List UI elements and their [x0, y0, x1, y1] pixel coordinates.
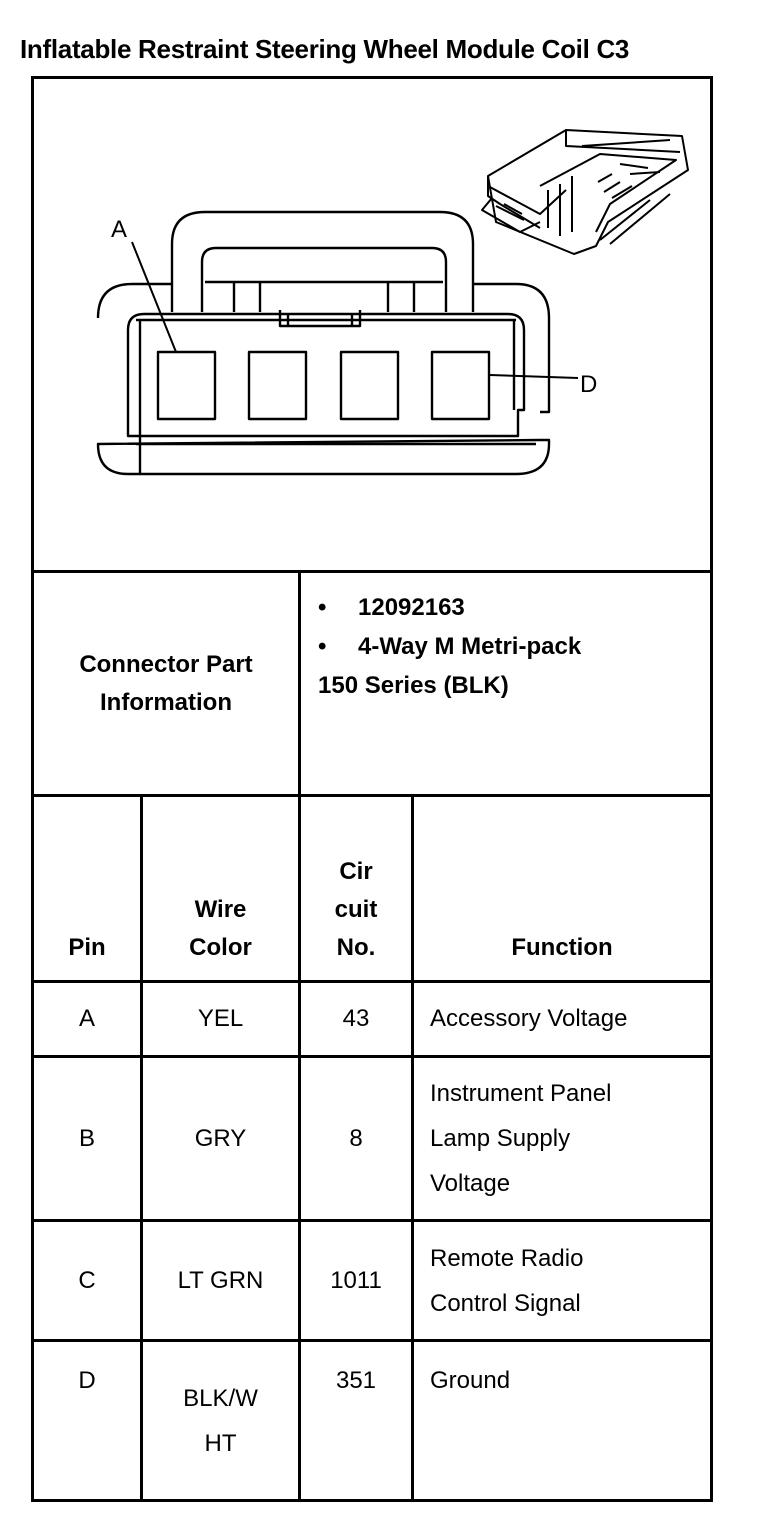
callout-d: D: [580, 371, 598, 398]
cell-text-line: Instrument Panel: [430, 1080, 612, 1107]
cell-text-line: Control Signal: [430, 1289, 581, 1317]
cavity-a: [158, 352, 215, 419]
connector-housing: [98, 284, 549, 474]
connector-series: 150 Series (BLK): [318, 672, 509, 699]
cell-wire-color: [143, 1342, 298, 1500]
cell-text-line: Remote Radio: [430, 1244, 584, 1272]
cell-function: [430, 983, 710, 1055]
part-number-line: [318, 588, 581, 627]
cell-function: [430, 1342, 710, 1500]
cell-wire-color: [143, 1058, 298, 1219]
connector-info-label-line: Information: [100, 688, 232, 716]
cell-pin: A: [78, 1005, 95, 1032]
header-pin: [34, 797, 140, 967]
callout-a: A: [111, 216, 128, 243]
cell-text-line: LT GRN: [177, 1266, 264, 1294]
page-title: Inflatable Restraint Steering Wheel Module Coil C3: [20, 34, 630, 64]
bullet: •: [318, 594, 327, 621]
header-function: [414, 797, 710, 967]
header-label-line: Color: [189, 934, 252, 961]
cell-circuit: 43: [342, 1005, 370, 1032]
header-label-line: Wire: [194, 896, 247, 923]
header-pin-label: Pin: [68, 934, 106, 961]
bullet: •: [318, 633, 327, 660]
cell-function: [430, 1058, 710, 1219]
connector-info-label-line: Connector Part: [79, 650, 253, 678]
cell-pin: D: [78, 1367, 96, 1394]
connector-3d-view: [482, 130, 688, 254]
header-label-line: cuit: [334, 896, 378, 923]
cell-text-line: Voltage: [430, 1170, 511, 1197]
cavity-d: [432, 352, 489, 419]
part-number: 12092163: [358, 594, 465, 621]
header-circuit-no: [301, 797, 411, 967]
cavity-b: [249, 352, 306, 419]
cell-circuit: 8: [349, 1124, 363, 1152]
cell-pin: C: [78, 1266, 96, 1294]
cell-circuit: 1011: [330, 1266, 382, 1294]
cell-text-line: YEL: [197, 1005, 244, 1032]
cell-text-line: HT: [204, 1430, 237, 1457]
cell-circuit: 351: [335, 1367, 377, 1394]
header-label-line: Cir: [339, 858, 373, 885]
connector-info-values: [318, 588, 581, 705]
connector-latch: [172, 212, 473, 312]
connector-info-label: [34, 573, 298, 794]
header-function-label: Function: [511, 934, 613, 961]
cell-wire-color: [143, 983, 298, 1055]
cell-text-line: BLK/W: [183, 1385, 258, 1412]
cell-wire-color: [143, 1222, 298, 1339]
cell-pin: B: [78, 1124, 95, 1152]
cell-text-line: Ground: [430, 1367, 511, 1394]
description-line: [318, 627, 581, 666]
cell-text-line: Lamp Supply: [430, 1125, 571, 1152]
header-label-line: No.: [336, 934, 376, 961]
cell-function: [430, 1222, 710, 1339]
cell-text-line: GRY: [194, 1124, 247, 1152]
connector-diagram: [0, 0, 768, 570]
cavity-c: [341, 352, 398, 419]
connector-description: 4-Way M Metri-pack: [358, 633, 582, 660]
cell-text-line: Accessory Voltage: [430, 1005, 628, 1032]
header-wire-color: [143, 797, 298, 967]
